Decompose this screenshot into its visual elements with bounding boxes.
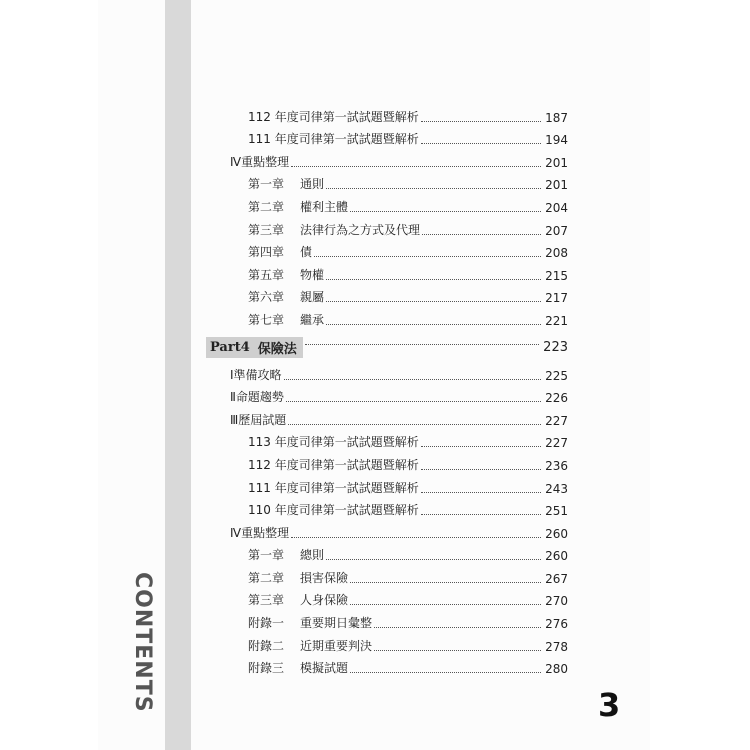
dot-leader (326, 188, 541, 189)
toc-entry (206, 428, 568, 451)
toc-chapter-title: 物權 (300, 267, 325, 282)
toc-chapter-number: 第二章 (248, 570, 285, 585)
toc-entry (206, 283, 568, 306)
dot-leader (326, 279, 541, 280)
toc-entry-label: Ⅲ歷屆試題 (230, 412, 287, 427)
dot-leader (421, 514, 541, 515)
part-page: 223 (543, 340, 568, 356)
dot-leader (422, 234, 541, 235)
toc-chapter-number: 第一章 (248, 548, 285, 563)
side-band (165, 0, 191, 750)
toc-chapter-number: 附錄三 (248, 661, 285, 676)
toc-chapter-title: 模擬試題 (300, 661, 349, 676)
toc-entry (206, 360, 568, 383)
toc-entry (206, 102, 568, 125)
dot-leader (374, 650, 541, 651)
toc-entry-page: 260 (545, 526, 568, 541)
toc-entry-label (248, 198, 348, 215)
dot-leader (350, 604, 541, 605)
dot-leader (288, 424, 541, 425)
toc-entry (206, 238, 568, 261)
toc-entry-page: 280 (545, 662, 568, 677)
toc-entry-label: Ⅳ重點整理 (230, 525, 290, 540)
dot-leader (421, 121, 541, 122)
toc-chapter-title: 重要期日彙整 (300, 616, 373, 631)
toc-entry (206, 631, 568, 654)
dot-leader (291, 537, 541, 538)
toc-entry-page: 267 (545, 571, 568, 586)
page-number: 3 (598, 686, 621, 724)
part-tag (206, 337, 303, 358)
dot-leader (326, 324, 541, 325)
toc-chapter-title: 人身保險 (300, 593, 349, 608)
toc-chapter-title: 繼承 (300, 312, 325, 327)
dot-leader (305, 344, 539, 345)
toc-entry-label: Ⅳ重點整理 (230, 154, 290, 169)
toc-entry-label (248, 637, 372, 654)
toc-entry-page: 204 (545, 200, 568, 215)
dot-leader (374, 627, 541, 628)
dot-leader (421, 446, 541, 447)
toc-entry (206, 405, 568, 428)
toc-entry-label (248, 569, 348, 586)
dot-leader (326, 301, 541, 302)
toc-entry (206, 473, 568, 496)
part-title: 保險法 (257, 342, 297, 358)
dot-leader (326, 559, 541, 560)
toc-entry (206, 518, 568, 541)
toc-entry-label (248, 546, 324, 563)
toc-chapter-title: 親屬 (300, 290, 325, 305)
toc-entry-page: 251 (545, 504, 568, 519)
toc-entry (206, 147, 568, 170)
toc-entry-label (248, 591, 348, 608)
toc-entry-label: 110 年度司律第一試試題暨解析 (248, 503, 419, 518)
toc-entry (206, 215, 568, 238)
toc-entry-label (248, 243, 312, 260)
toc-entry-page: 207 (545, 223, 568, 238)
toc-entry-label (248, 659, 348, 676)
toc-chapter-number: 第三章 (248, 222, 285, 237)
toc-entry-label (248, 266, 324, 283)
toc-entry (206, 563, 568, 586)
toc-entry-page: 276 (545, 617, 568, 632)
toc-entry-page: 243 (545, 481, 568, 496)
toc-entry (206, 192, 568, 215)
toc-chapter-title: 債 (300, 245, 313, 260)
dot-leader (421, 469, 541, 470)
toc-entry (206, 125, 568, 148)
dot-leader (350, 582, 541, 583)
toc-entry-page: 194 (545, 133, 568, 148)
toc-entry (206, 383, 568, 406)
toc-entry-label: 111 年度司律第一試試題暨解析 (248, 132, 419, 147)
toc-entry-page: 201 (545, 155, 568, 170)
toc-chapter-number: 第三章 (248, 593, 285, 608)
toc-entry-label (248, 288, 324, 305)
toc-entry-label: 111 年度司律第一試試題暨解析 (248, 480, 419, 495)
toc-entry-label: 112 年度司律第一試試題暨解析 (248, 457, 419, 472)
toc-entry-page: 227 (545, 436, 568, 451)
toc-entry (206, 260, 568, 283)
toc-chapter-title: 法律行為之方式及代理 (300, 222, 421, 237)
dot-leader (350, 211, 541, 212)
toc-entry (206, 541, 568, 564)
toc-entry-page: 260 (545, 549, 568, 564)
toc-entry (206, 305, 568, 328)
toc-entry-label (248, 614, 372, 631)
toc-entry-page: 225 (545, 368, 568, 383)
toc-entry-label: Ⅰ準備攻略 (230, 367, 282, 382)
dot-leader (421, 143, 541, 144)
toc-entry-page: 226 (545, 391, 568, 406)
dot-leader (314, 256, 541, 257)
toc-chapter-title: 近期重要判決 (300, 638, 373, 653)
dot-leader (286, 401, 541, 402)
toc-entry-page: 215 (545, 268, 568, 283)
toc-chapter-number: 第一章 (248, 177, 285, 192)
dot-leader (284, 379, 542, 380)
toc-entry-page: 187 (545, 110, 568, 125)
toc-chapter-number: 第五章 (248, 267, 285, 282)
toc-section-top (206, 102, 568, 328)
contents-side-label: CONTENTS (130, 572, 155, 713)
toc-chapter-number: 附錄二 (248, 638, 285, 653)
toc-entry-page: 278 (545, 639, 568, 654)
toc-chapter-title: 總則 (300, 548, 325, 563)
part-heading (206, 336, 568, 360)
part-number: Part4 (210, 340, 250, 356)
toc-chapter-title: 通則 (300, 177, 325, 192)
dot-leader (350, 672, 541, 673)
toc-entry-label (248, 175, 324, 192)
table-of-contents (206, 102, 568, 676)
toc-entry-label (248, 221, 420, 238)
toc-entry-page: 270 (545, 594, 568, 609)
toc-chapter-number: 附錄一 (248, 616, 285, 631)
toc-entry-page: 236 (545, 458, 568, 473)
dot-leader (421, 492, 541, 493)
toc-entry-page: 227 (545, 413, 568, 428)
toc-section-bottom (206, 360, 568, 676)
toc-chapter-number: 第七章 (248, 312, 285, 327)
toc-chapter-title: 損害保險 (300, 570, 349, 585)
toc-entry-label: 112 年度司律第一試試題暨解析 (248, 109, 419, 124)
toc-entry-page: 201 (545, 178, 568, 193)
toc-entry-page: 208 (545, 246, 568, 261)
toc-entry (206, 586, 568, 609)
dot-leader (291, 166, 541, 167)
toc-entry (206, 450, 568, 473)
toc-entry (206, 654, 568, 677)
toc-entry-label: 113 年度司律第一試試題暨解析 (248, 435, 419, 450)
toc-chapter-title: 權利主體 (300, 199, 349, 214)
toc-chapter-number: 第六章 (248, 290, 285, 305)
toc-chapter-number: 第四章 (248, 245, 285, 260)
toc-entry-page: 221 (545, 313, 568, 328)
toc-entry-label: Ⅱ命題趨勢 (230, 390, 284, 405)
toc-entry (206, 496, 568, 519)
toc-entry (206, 170, 568, 193)
toc-chapter-number: 第二章 (248, 199, 285, 214)
toc-entry-page: 217 (545, 291, 568, 306)
toc-entry (206, 608, 568, 631)
toc-entry-label (248, 311, 324, 328)
